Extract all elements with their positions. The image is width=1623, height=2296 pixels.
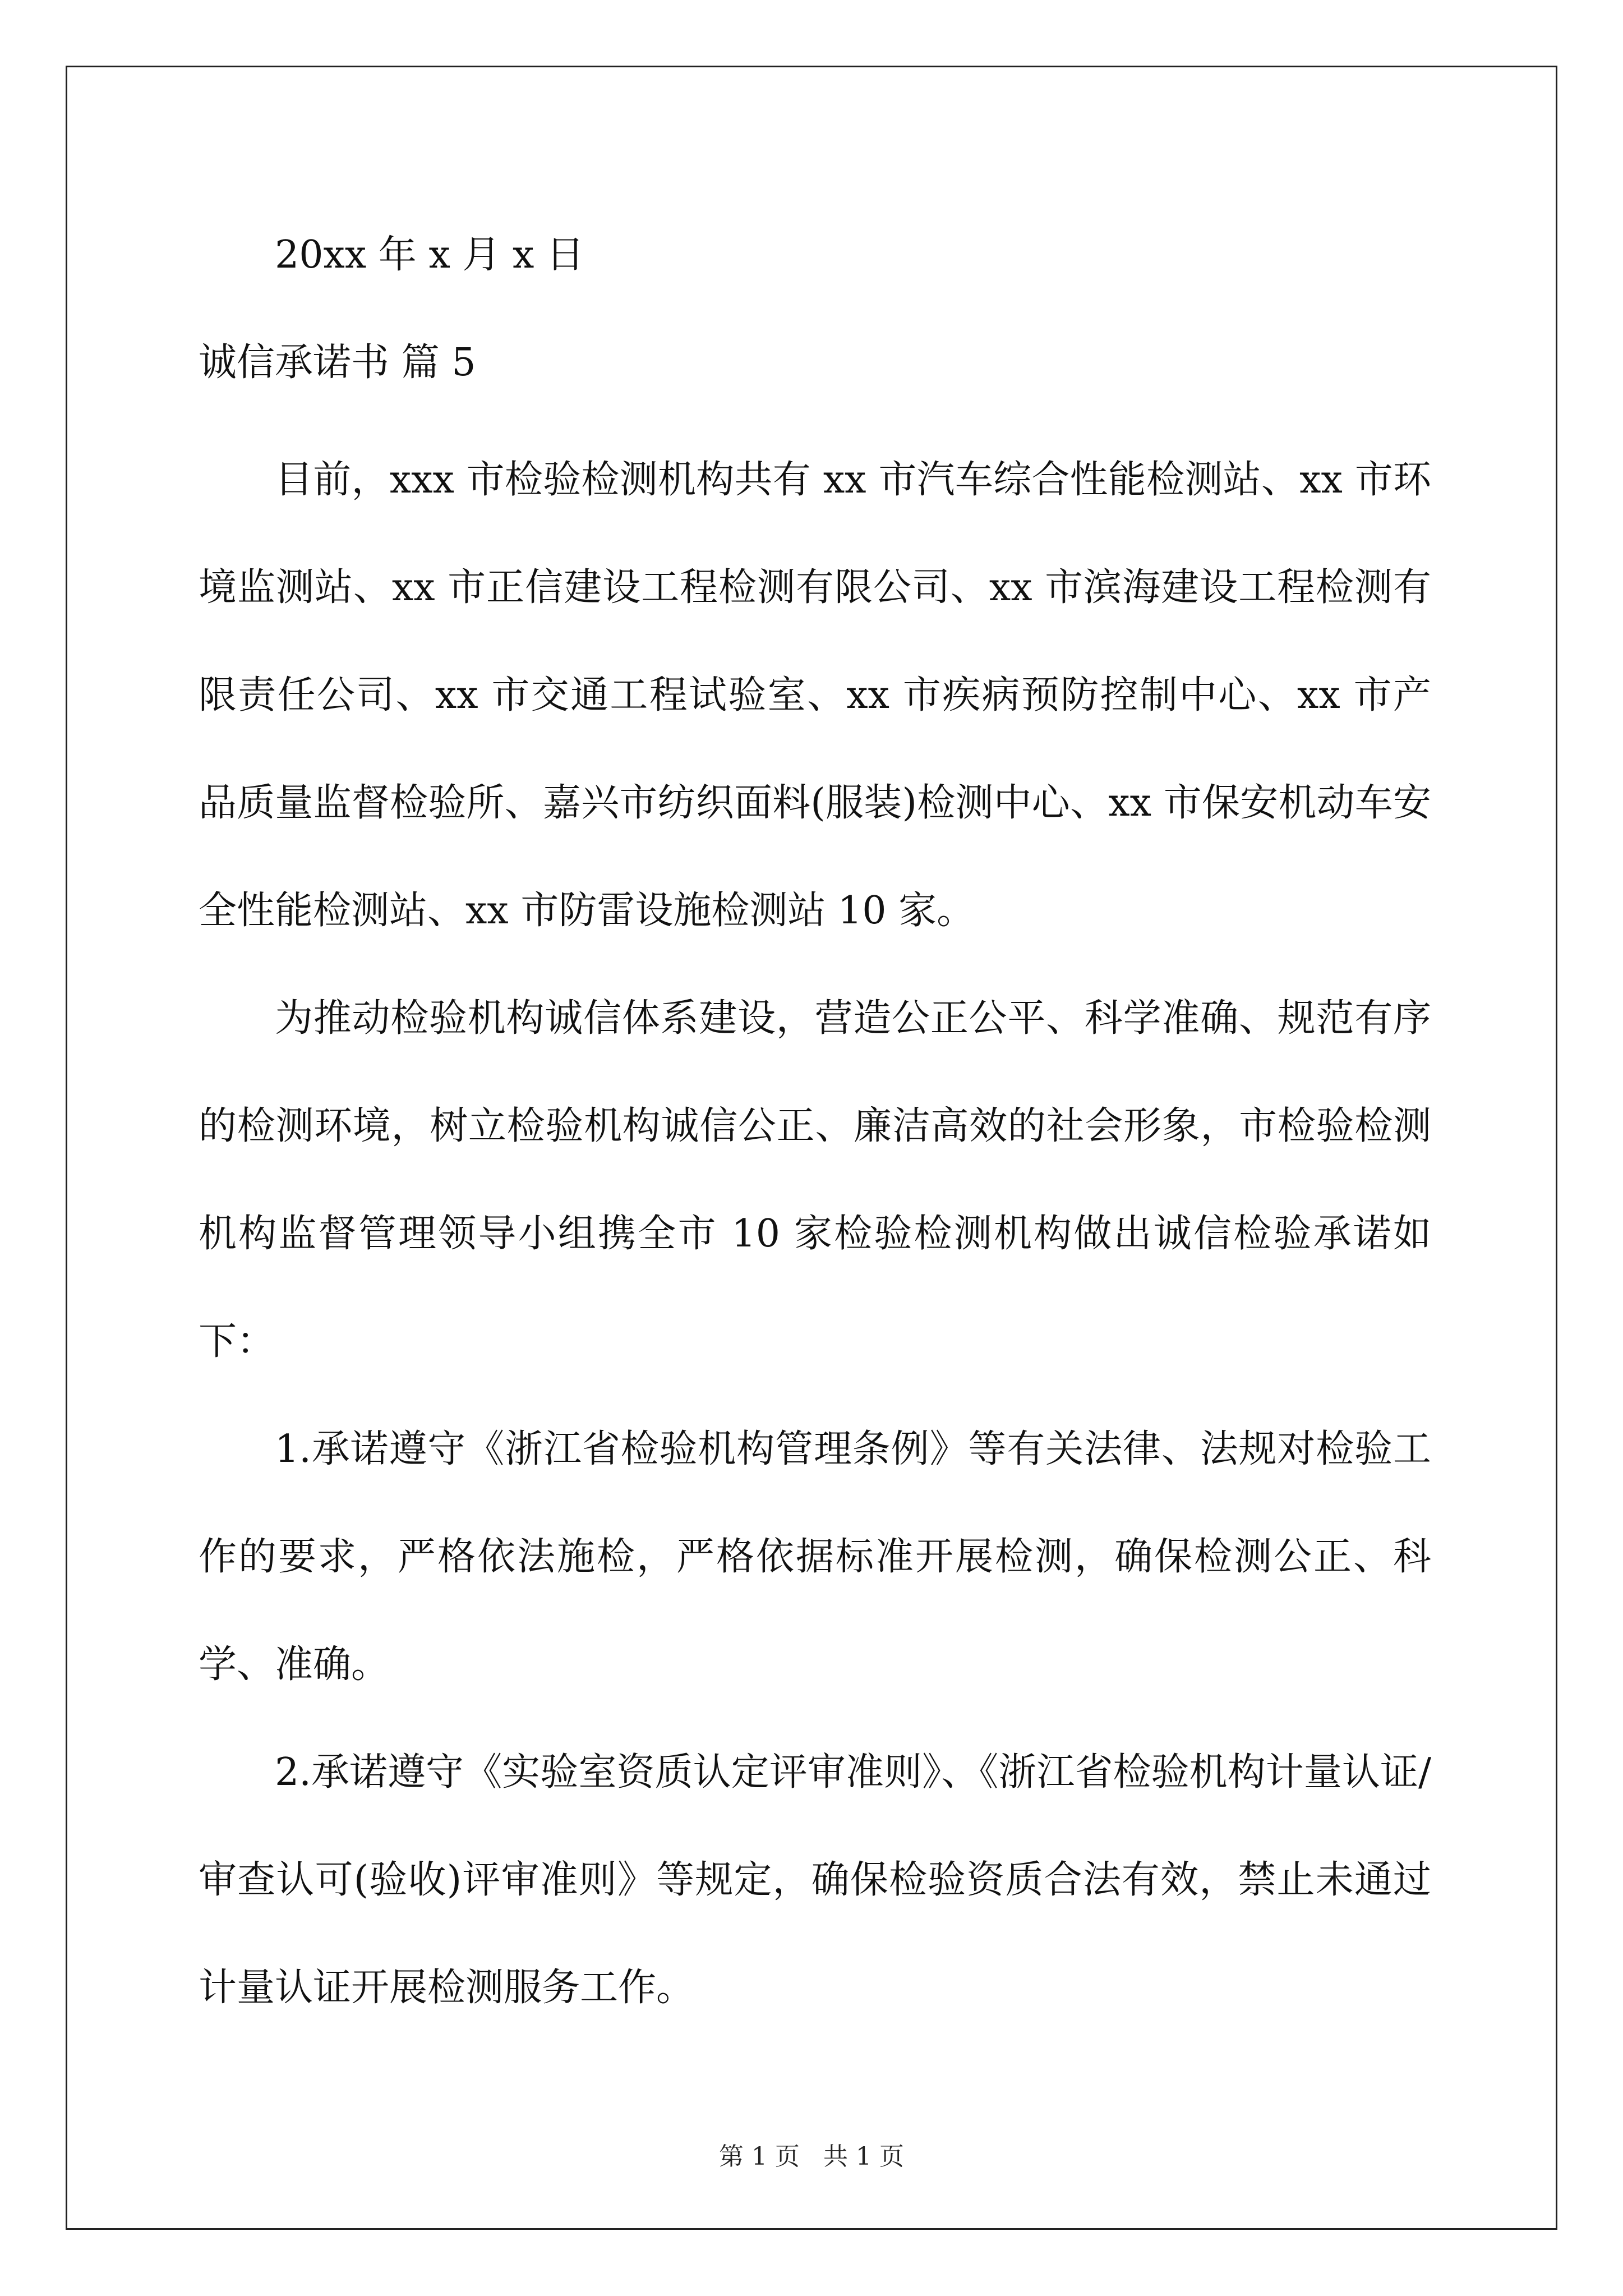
document-title: 诚信承诺书 篇 5 bbox=[199, 341, 476, 385]
page-footer bbox=[0, 2136, 1623, 2172]
paragraph-commitment-1: 1.承诺遵守《浙江省检验机构管理条例》等有关法律、法规对检验工作的要求，严格依法施检，严格依据标准开展检测，确保检测公正、科学、准确。 bbox=[199, 1427, 1431, 1687]
document-date: 20xx 年 x 月 x 日 bbox=[275, 233, 585, 277]
page-number: 第 1 页 bbox=[719, 2142, 800, 2171]
page-total: 共 1 页 bbox=[823, 2142, 904, 2171]
paragraph-commitment-2: 2.承诺遵守《实验室资质认定评审准则》、《浙江省检验机构计量认证/审查认可(验收)评审准则》等规定，确保检验资质合法有效，禁止未通过计量认证开展检测服务工作。 bbox=[199, 1750, 1431, 2010]
paragraph-purpose: 为推动检验机构诚信体系建设，营造公正公平、科学准确、规范有序的检测环境，树立检验机构诚信公正、廉洁高效的社会形象，市检验检测机构监督管理领导小组携全市 10 家检验检测机构做出诚信检验承诺如下： bbox=[199, 996, 1431, 1364]
document-body bbox=[199, 426, 1431, 2042]
paragraph-intro: 目前，xxx 市检验检测机构共有 xx 市汽车综合性能检测站、xx 市环境监测站、xx 市正信建设工程检测有限公司、xx 市滨海建设工程检测有限责任公司、xx 市交通工程试验室、xx 市疾病预防控制中心、xx 市产品质量监督检验所、嘉兴市纺织面料(服装)检测中心、xx 市保安机动车安全性能检测站、xx 市防雷设施检测站 10 家。 bbox=[199, 458, 1431, 933]
